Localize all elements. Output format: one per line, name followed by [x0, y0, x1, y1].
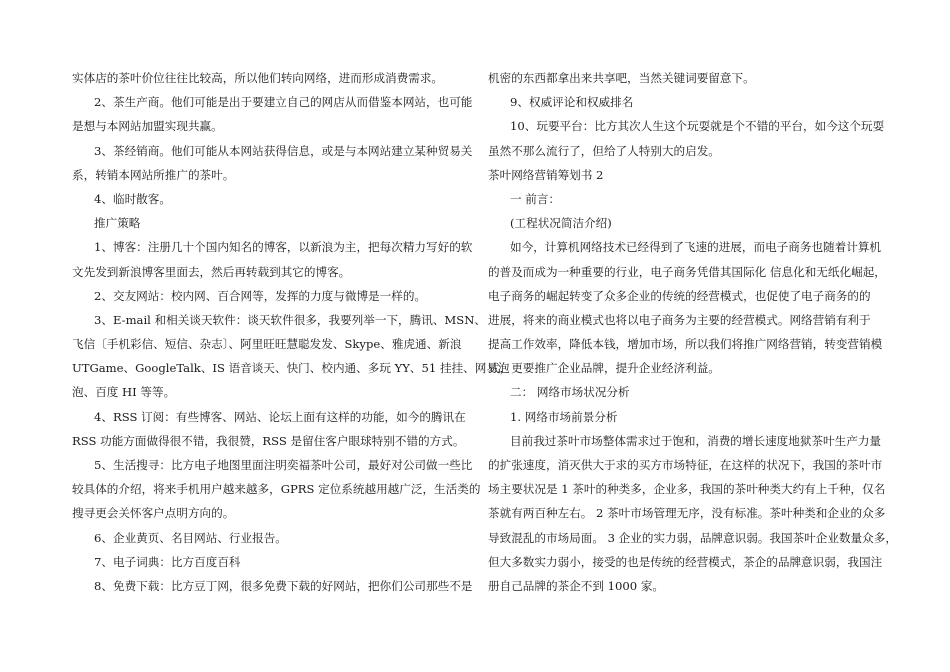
text-line: 式，更要推广企业品牌，提升企业经济利益。 — [488, 361, 720, 376]
text-line: 但大多数实力弱小，接受的也是传统的经营模式，茶企的品牌意识弱，我国注 — [488, 554, 883, 569]
text-line: 5、生活搜寻：比方电子地图里面注明奕福茶叶公司，最好对公司做一些比 — [94, 458, 473, 472]
text-line: 提高工作效率，降低本钱，增加市场，所以我们将推广网络营销，转变营销模 — [488, 337, 883, 352]
text-line: 机密的东西都拿出来共享吧，当然关键词要留意下。 — [488, 71, 755, 85]
text-line: 4、RSS 订阅：有些博客、网站、论坛上面有这样的功能，如今的腾讯在 — [94, 409, 466, 424]
text-line: 如今，计算机网络技术已经得到了飞速的进展，而电子商务也随着计算机 — [510, 240, 882, 255]
text-line: 1. 网络市场前景分析 — [510, 409, 618, 424]
text-line: 9、权威评论和权威排名 — [510, 95, 634, 110]
text-line: 目前我过茶叶市场整体需求过于饱和，消费的增长速度地狱茶叶生产力量 — [510, 433, 882, 448]
text-line: 实体店的茶叶价位往往比较高，所以他们转向网络，进而形成消费需求。 — [72, 71, 444, 85]
text-line: 2、茶生产商。他们可能是出于要建立自己的网店从而借鉴本网站，也可能 — [94, 95, 473, 110]
text-line: 导致混乱的市场局面。 3 企业的实力弱，品牌意识弱。我国茶叶企业数量众多， — [488, 530, 897, 545]
text-line: 7、电子词典：比方百度百科 — [94, 554, 241, 569]
text-line: 进展，将来的商业模式也将以电子商务为主要的经营模式。网络营销有利于 — [488, 312, 871, 327]
text-line: 泡、百度 HI 等等。 — [72, 385, 176, 400]
text-line: 4、临时散客。 — [94, 191, 171, 206]
text-line: (工程状况简洁介绍) — [510, 216, 612, 231]
text-line: 二： 网络市场状况分析 — [510, 385, 630, 400]
text-line: 8、免费下载：比方豆丁网，很多免费下载的好网站，把你们公司那些不是 — [94, 578, 473, 593]
text-line: 虽然不那么流行了，但给了人特别大的启发。 — [488, 143, 720, 158]
text-line: 茶就有两百种左右。 2 茶叶市场管理无序，没有标准。茶叶种类和企业的众多 — [488, 506, 886, 521]
text-line: 1、博客：注册几十个国内知名的博客，以新浪为主，把每次精力写好的软 — [94, 240, 473, 255]
text-line: 2、交友网站：校内网、百合网等，发挥的力度与微博是一样的。 — [94, 288, 427, 303]
text-line: UTGame、GoogleTalk、IS 语音谈天、快门、校内通、多玩 YY、51 挂挂、网易泡 — [72, 361, 510, 376]
text-line: 册自己品牌的茶企不到 1000 家。 — [488, 578, 665, 593]
right-text-column — [488, 66, 897, 598]
text-line: 场主要状况是 1 茶叶的种类多，企业多，我国的茶叶种类大约有上千种，仅名 — [488, 482, 886, 497]
text-line: RSS 功能方面做得很不错，我很赞，RSS 是留住客户眼球特别不错的方式。 — [72, 433, 465, 448]
left-text-column — [72, 66, 510, 598]
text-line: 3、E-mail 和相关谈天软件：谈天软件很多，我要列举一下，腾讯、MSN、 — [94, 312, 486, 327]
text-line: 系，转销本网站所推广的茶叶。 — [72, 167, 235, 182]
text-line: 文先发到新浪博客里面去，然后再转载到其它的博客。 — [72, 264, 351, 279]
text-line: 6、企业黄页、名目网站、行业报告。 — [94, 530, 287, 545]
text-line: 3、茶经销商。他们可能从本网站获得信息，或是与本网站建立某种贸易关 — [94, 143, 473, 158]
text-line: 飞信〔手机彩信、短信、杂志〕、阿里旺旺慧聪发发、Skype、雅虎通、新浪 — [72, 337, 462, 352]
text-line: 搜寻更会关怀客户点明方向的。 — [72, 506, 235, 521]
text-line: 的扩张速度，消灭供大于求的买方市场特征，在这样的状况下，我国的茶叶市 — [488, 458, 883, 472]
text-line: 一 前言： — [510, 191, 561, 206]
text-line: 10、玩要平台：比方其次人生这个玩耍就是个不错的平台，如今这个玩耍 — [510, 119, 885, 134]
text-line: 推广策略 — [94, 216, 141, 231]
text-line: 电子商务的崛起转变了众多企业的传统的经营模式，也促使了电子商务的的 — [488, 288, 871, 303]
text-line: 是想与本网站加盟实现共赢。 — [72, 119, 223, 134]
text-line: 较具体的介绍，将来手机用户越来越多，GPRS 定位系统越用越广泛，生活类的 — [72, 482, 481, 497]
text-line: 茶叶网络营销筹划书 2 — [488, 167, 604, 182]
text-line: 的普及而成为一种重要的行业，电子商务凭借其国际化 信息化和无纸化崛起， — [488, 264, 886, 279]
